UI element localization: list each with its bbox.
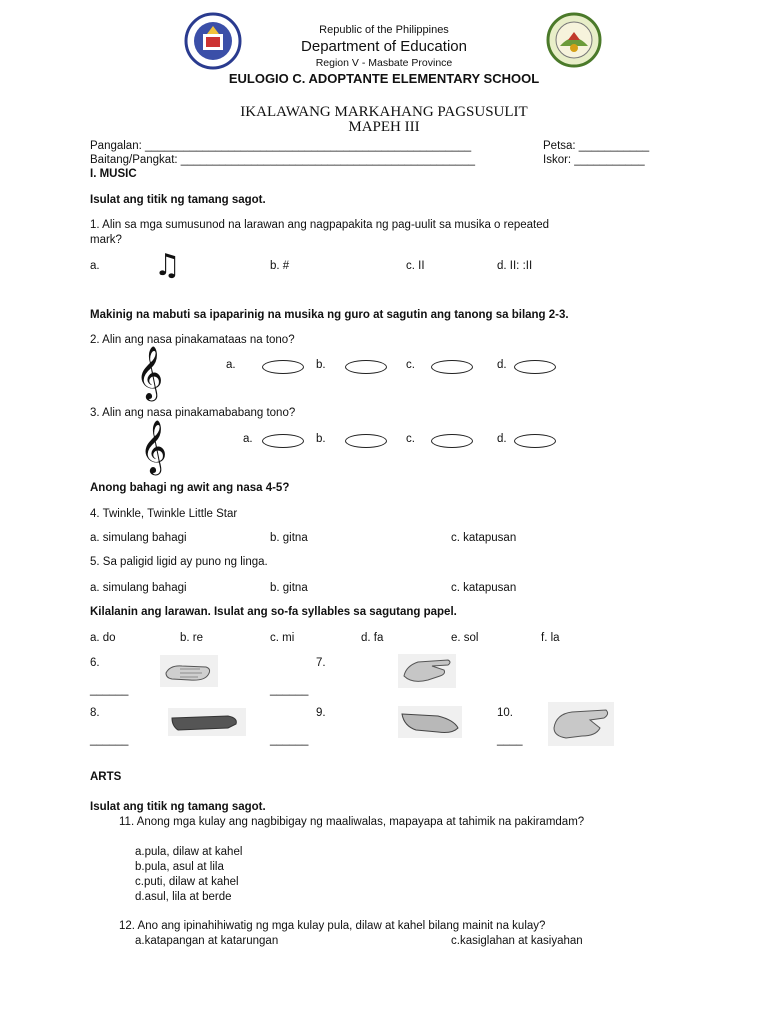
music-instruction-1: Isulat ang titik ng tamang sagot. [90,194,266,206]
grade-section-field: Baitang/Pangkat: ______________________________________________ [90,154,475,166]
q2-option-c-label: c. [406,359,415,371]
note-oval-icon [345,360,387,374]
q3-option-b-label: b. [316,433,326,445]
sofa-option: e. sol [451,632,479,644]
q4-option-b: b. gitna [270,532,308,544]
q11-option-a: a.pula, dilaw at kahel [135,846,243,858]
q1-option-b: b. # [270,260,290,272]
answer-blank-8: ______ [90,734,129,746]
sofa-option: b. re [180,632,204,644]
question-3: 3. Alin ang nasa pinakamababang tono? [90,407,296,419]
q3-option-d-label: d. [497,433,507,445]
sofa-option: a. do [90,632,116,644]
q4-option-c: c. katapusan [451,532,517,544]
q12-option-c: c.kasiglahan at kasiyahan [451,935,583,947]
music-instruction-2: Makinig na mabuti sa ipaparinig na musika ng guro at sagutin ang tanong sa bilang 2-3. [90,309,569,321]
answer-blank-6: ______ [90,684,129,696]
q2-option-b-label: b. [316,359,326,371]
answer-blank-7: ______ [270,684,309,696]
note-oval-icon [514,360,556,374]
q5-option-a: a. simulang bahagi [90,582,187,594]
note-oval-icon [262,434,304,448]
item-8-number: 8. [90,707,100,719]
q4-option-a: a. simulang bahagi [90,532,187,544]
hand-sign-sol-icon [548,702,614,746]
treble-clef-icon: 𝄞 [140,419,168,473]
q5-option-c: c. katapusan [451,582,517,594]
hand-sign-fa-icon [398,706,462,738]
republic-text: Republic of the Philippines [319,24,449,36]
sofa-option: c. mi [270,632,295,644]
hand-sign-re-icon [398,654,456,688]
arts-heading: ARTS [90,771,122,783]
q1-option-d: d. II: :II [497,260,533,272]
q11-option-b: b.pula, asul at lila [135,861,224,873]
score-field: Iskor: ___________ [543,154,645,166]
question-11: 11. Anong mga kulay ang nagbibigay ng maaliwalas, mapayapa at tahimik na pakiramdam? [119,816,585,828]
hand-sign-mi-icon [168,708,246,736]
sofa-option: d. fa [361,632,384,644]
question-4: 4. Twinkle, Twinkle Little Star [90,508,238,520]
hand-sign-do-icon [160,655,218,687]
q5-option-b: b. gitna [270,582,308,594]
q2-option-d-label: d. [497,359,507,371]
note-oval-icon [431,360,473,374]
item-9-number: 9. [316,707,326,719]
name-field: Pangalan: ___________________________________________________ [90,140,472,152]
note-oval-icon [345,434,387,448]
question-1-line-2: mark? [90,234,122,246]
school-name: EULOGIO C. ADOPTANTE ELEMENTARY SCHOOL [228,71,540,86]
q3-option-a-label: a. [243,433,253,445]
region-text: Region V - Masbate Province [315,57,453,69]
item-10-number: 10. [497,707,513,719]
note-oval-icon [262,360,304,374]
q2-option-a-label: a. [226,359,236,371]
answer-blank-9: ______ [270,734,309,746]
q1-option-a-label: a. [90,260,100,272]
q1-option-c: c. II [406,260,425,272]
q3-option-c-label: c. [406,433,415,445]
arts-instruction: Isulat ang titik ng tamang sagot. [90,801,266,813]
q11-option-c: c.puti, dilaw at kahel [135,876,239,888]
question-1-line-1: 1. Alin sa mga sumusunod na larawan ang nagpapakita ng pag-uulit sa musika o repeated [90,219,550,231]
exam-title: IKALAWANG MARKAHANG PAGSUSULIT [240,104,528,120]
answer-blank-10: ____ [497,734,523,746]
music-instruction-4: Kilalanin ang larawan. Isulat ang so-fa syllables sa sagutang papel. [90,606,457,618]
beamed-notes-icon: ♫ [154,248,181,283]
subject-title: MAPEH III [348,119,420,135]
item-7-number: 7. [316,657,326,669]
sofa-option: f. la [541,632,560,644]
note-oval-icon [514,434,556,448]
question-5: 5. Sa paligid ligid ay puno ng linga. [90,556,268,568]
treble-clef-icon: 𝄞 [136,345,164,399]
music-heading: I. MUSIC [90,168,137,180]
date-field: Petsa: ___________ [543,140,650,152]
item-6-number: 6. [90,657,100,669]
question-12: 12. Ano ang ipinahihiwatig ng mga kulay pula, dilaw at kahel bilang mainit na kulay? [119,920,546,932]
note-oval-icon [431,434,473,448]
department-title: Department of Education [301,38,467,55]
q11-option-d: d.asul, lila at berde [135,891,232,903]
q12-option-a: a.katapangan at katarungan [135,935,279,947]
music-instruction-3: Anong bahagi ng awit ang nasa 4-5? [90,482,290,494]
question-2: 2. Alin ang nasa pinakamataas na tono? [90,334,295,346]
